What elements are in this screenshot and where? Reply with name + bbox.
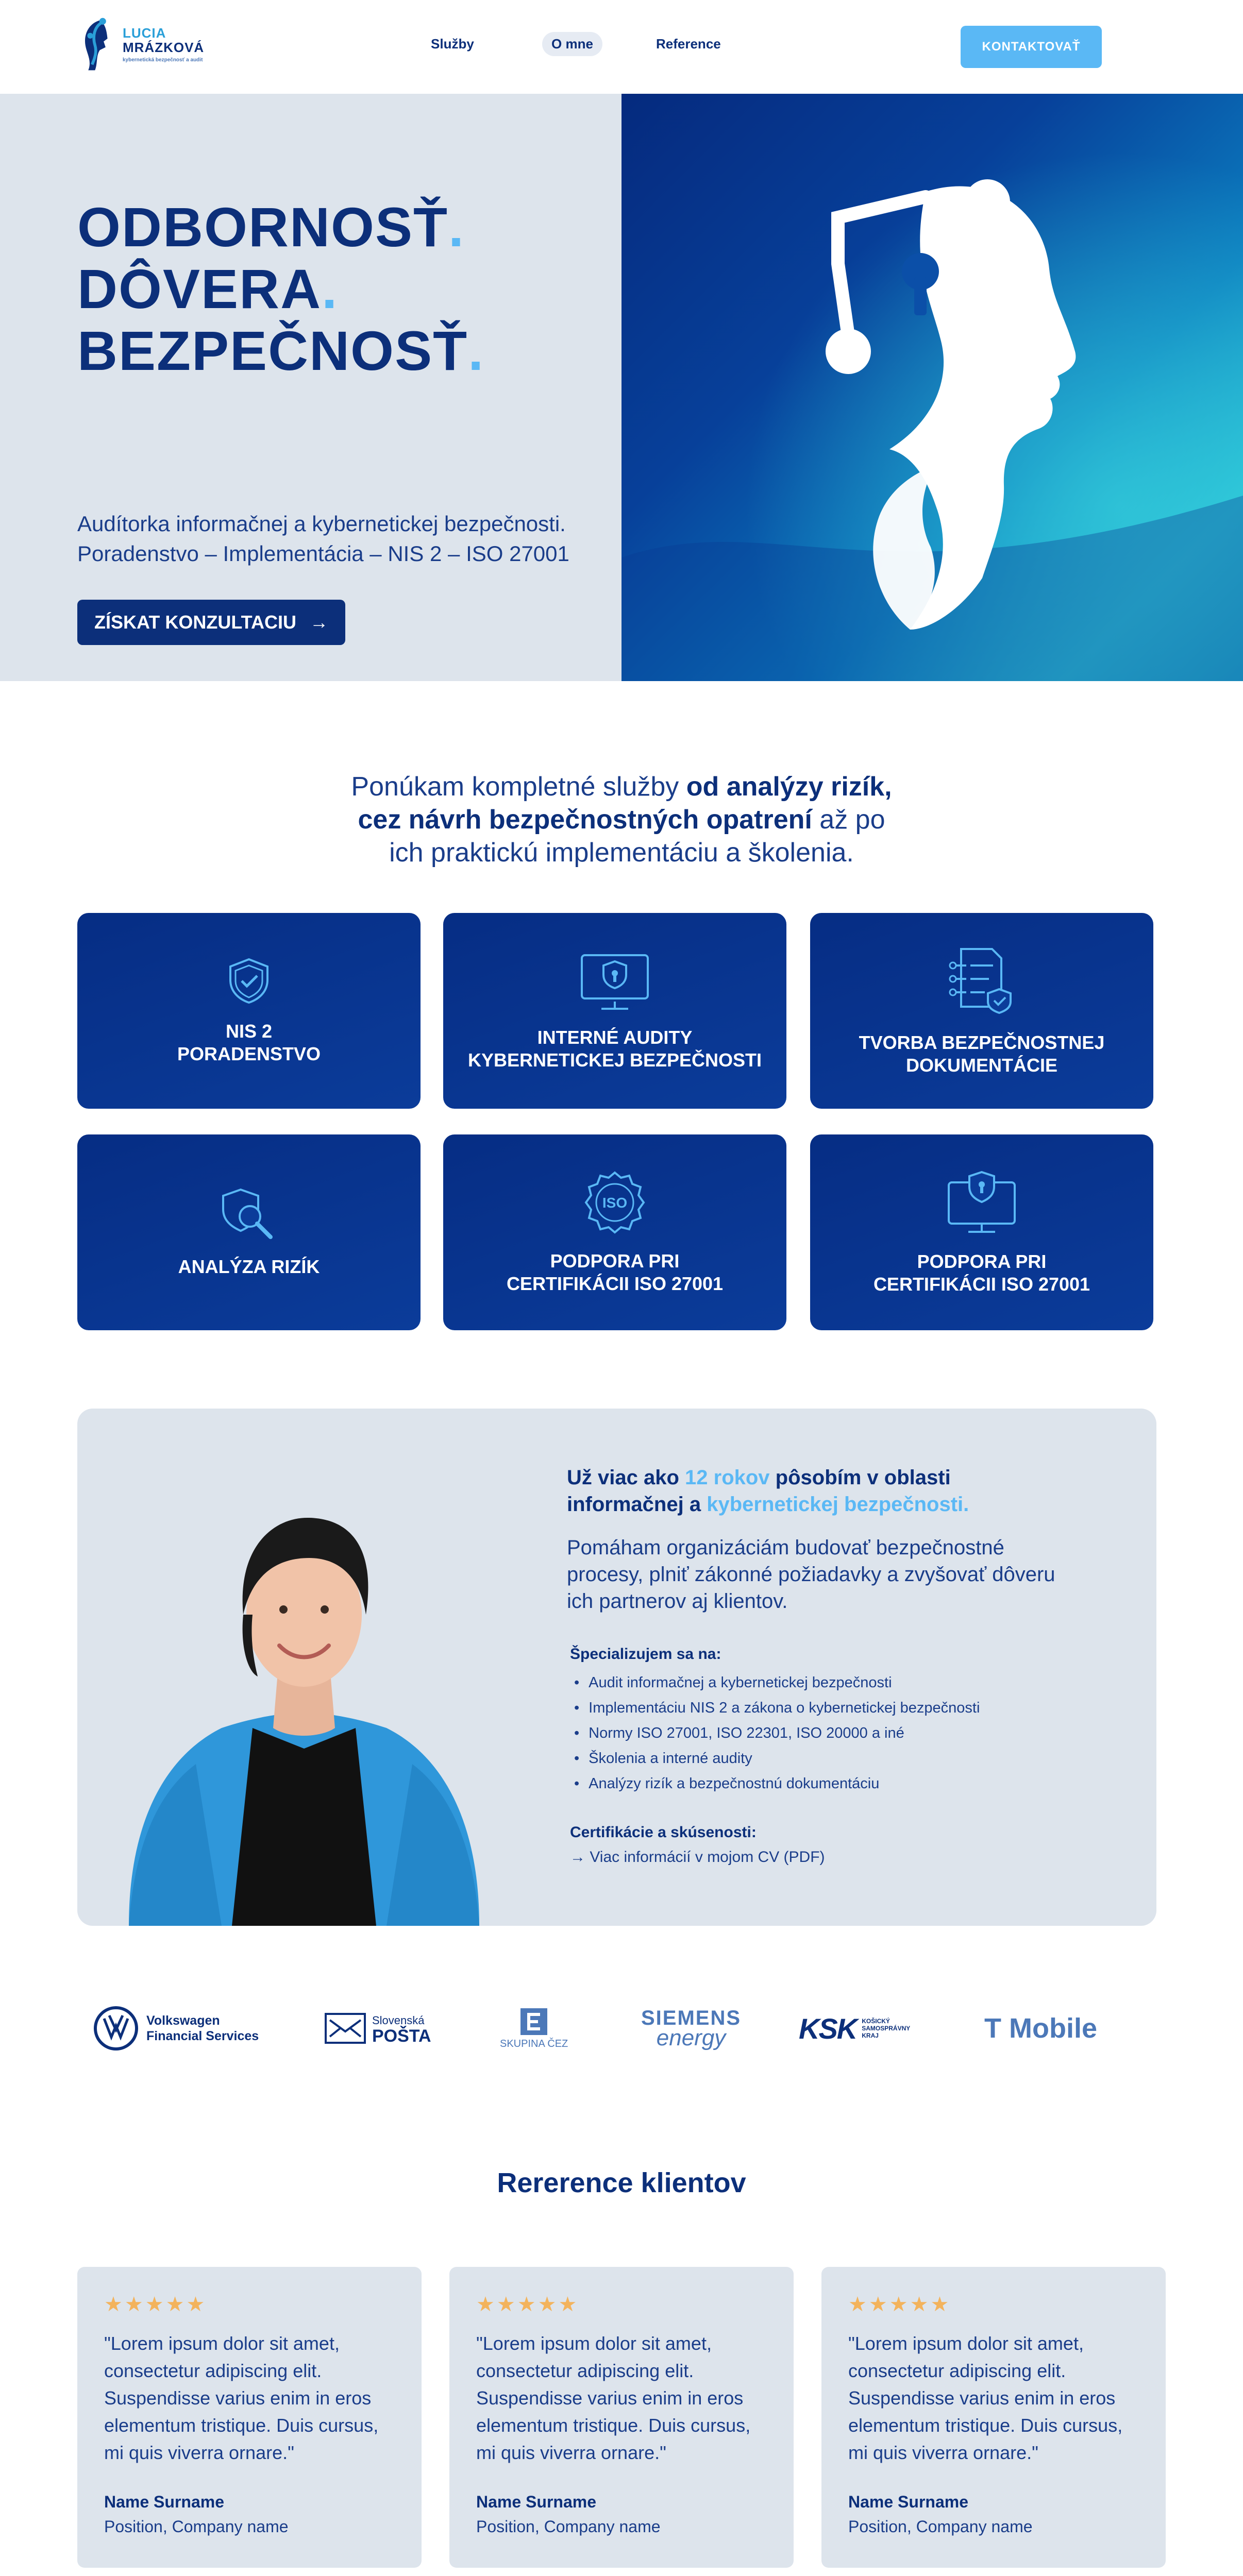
logo-line1: LUCIA (123, 25, 166, 41)
rating-stars-icon: ★★★★★ (104, 2293, 207, 2316)
service-title-line1: ANALÝZA RIZÍK (178, 1256, 320, 1277)
brand-tmobile: T Mobile (984, 2013, 1097, 2044)
iso-badge-icon (582, 1170, 648, 1235)
about-title-line2 (567, 1491, 969, 1518)
about-title-line1 (567, 1464, 969, 1491)
volkswagen-logo-icon (93, 2005, 139, 2052)
about-section (77, 1409, 1156, 1926)
service-title-line1: INTERNÉ AUDITY (537, 1027, 693, 1048)
hero-head-illustration (622, 94, 1243, 681)
certifications-heading: Certifikácie a skúsenosti: (570, 1824, 757, 1841)
intro-bold: cez návrh bezpečnostných opatrení (358, 805, 812, 835)
brand-sub: energy (656, 2025, 726, 2050)
brand-slovenska-posta (325, 2005, 431, 2052)
intro-line1 (0, 770, 1243, 803)
about-highlight: 12 rokov (685, 1466, 770, 1489)
monitor-lock-icon (946, 1169, 1018, 1236)
hero-line-3-text: BEZPEČNOSŤ (77, 319, 468, 382)
intro-line2 (0, 803, 1243, 836)
logo[interactable] (79, 16, 204, 73)
brand-name: Slovenská (372, 2014, 425, 2027)
hero-section (0, 94, 622, 681)
shield-check-icon (226, 956, 272, 1006)
brand-siemens-energy (641, 2005, 741, 2052)
hero-line-1 (77, 195, 465, 259)
nav-reference[interactable]: Reference (656, 36, 721, 52)
list-item: • Analýzy rizík a bezpečnostnú dokumentáciu (574, 1771, 980, 1797)
service-card-risk-analysis[interactable] (77, 1134, 421, 1330)
service-title-line2: PORADENSTVO (177, 1043, 321, 1064)
cv-link[interactable]: → Viac informácií v mojom CV (PDF) (570, 1849, 825, 1866)
arrow-right-icon: → (309, 612, 328, 633)
testimonial-name: Name Surname (476, 2493, 596, 2511)
brand-name: SKUPINA ČEZ (500, 2038, 568, 2049)
cez-logo-icon (518, 2007, 549, 2036)
brand-ksk (799, 2005, 918, 2052)
testimonial-card (449, 2267, 794, 2568)
service-title-line2: DOKUMENTÁCIE (906, 1055, 1057, 1076)
posta-logo-icon (325, 2013, 366, 2044)
about-title (567, 1464, 969, 1518)
testimonial-card (821, 2267, 1166, 2568)
service-title-line2: KYBERNETICKEJ BEZPEČNOSTI (467, 1049, 762, 1071)
hero-dot: . (448, 196, 465, 258)
hero-line-2-text: DÔVERA (77, 258, 322, 320)
about-description: Pomáham organizáciám budovať bezpečnostné procesy, plniť zákonné požiadavky a zvyšovať dôveru ich partnerov aj klientov. (567, 1536, 1055, 1613)
hero-line-2 (77, 257, 338, 321)
hero-image (622, 94, 1243, 681)
hero-subtitle (77, 509, 569, 569)
service-title-line2: CERTIFIKÁCII ISO 27001 (506, 1273, 724, 1294)
rating-stars-icon: ★★★★★ (848, 2293, 951, 2316)
list-item: • Normy ISO 27001, ISO 22301, ISO 20000 a iné (574, 1721, 980, 1746)
testimonial-position: Position, Company name (476, 2517, 661, 2536)
testimonial-quote: "Lorem ipsum dolor sit amet, consectetur adipiscing elit. Suspendisse varius enim in eros elementum tristique. Duis cursus, mi quis viverra ornare." (104, 2333, 379, 2463)
specialization-heading: Špecializujem sa na: (570, 1646, 721, 1663)
service-title-line2: CERTIFIKÁCII ISO 27001 (873, 1274, 1090, 1295)
brand-cez (500, 2005, 568, 2052)
brand-name: Volkswagen (146, 2013, 220, 2028)
hero-dot: . (322, 258, 339, 320)
monitor-lock-icon (579, 950, 651, 1012)
svg-text:ISO: ISO (602, 1195, 628, 1211)
about-title-text: pôsobím v oblasti (769, 1466, 951, 1489)
list-item: • Školenia a interné audity (574, 1746, 980, 1771)
references-title: Rererence klientov (497, 2167, 746, 2198)
testimonial-name: Name Surname (104, 2493, 224, 2511)
brand-name: KSK (799, 2012, 857, 2045)
list-item: • Audit informačnej a kybernetickej bezpečnosti (574, 1670, 980, 1696)
nav-sluzby[interactable]: Služby (431, 36, 474, 52)
portrait-photo (98, 1460, 510, 1926)
about-title-text: Už viac ako (567, 1466, 685, 1489)
brand-sub: KOŠICKÝ SAMOSPRÁVNY KRAJ (862, 2018, 911, 2039)
intro-text: až po (812, 805, 885, 835)
brand-sub: Financial Services (146, 2029, 259, 2043)
brand-volkswagen (93, 2005, 259, 2052)
service-card-internal-audits[interactable] (443, 913, 786, 1109)
rating-stars-icon: ★★★★★ (476, 2293, 579, 2316)
contact-button[interactable]: KONTAKTOVAŤ (961, 26, 1102, 68)
testimonial-quote: "Lorem ipsum dolor sit amet, consectetur adipiscing elit. Suspendisse varius enim in eros elementum tristique. Duis cursus, mi quis viverra ornare." (476, 2333, 751, 2463)
service-card-security-documentation[interactable] (810, 913, 1153, 1109)
list-item: • Implementáciu NIS 2 a zákona o kybernetickej bezpečnosti (574, 1696, 980, 1721)
testimonial-position: Position, Company name (104, 2517, 289, 2536)
document-check-icon (946, 945, 1018, 1017)
logo-head-icon (79, 16, 115, 73)
site-header (0, 0, 1243, 94)
consultation-button[interactable] (77, 600, 345, 645)
service-title-line1: PODPORA PRI (550, 1250, 680, 1272)
hero-line-3 (77, 318, 484, 383)
specialization-list (574, 1670, 980, 1797)
service-card-nis2[interactable] (77, 913, 421, 1109)
consultation-button-label: ZÍSKAT KONZULTACIU (94, 612, 296, 633)
about-title-text: informačnej a (567, 1493, 707, 1516)
intro-line3: ich praktickú implementáciu a školenia. (389, 838, 854, 868)
testimonial-card (77, 2267, 422, 2568)
brand-name: SIEMENS (641, 2007, 742, 2029)
hero-line-1-text: ODBORNOSŤ (77, 196, 448, 258)
logo-tagline: kybernetická bezpečnosť a audit (123, 57, 203, 63)
about-highlight: kybernetickej bezpečnosti. (707, 1493, 969, 1516)
service-card-iso-certification[interactable] (443, 1134, 786, 1330)
intro-bold: od analýzy rizík, (686, 772, 892, 802)
logo-line2: MRÁZKOVÁ (123, 39, 205, 55)
nav-o-mne[interactable]: O mne (542, 32, 602, 56)
search-risk-icon (220, 1187, 278, 1241)
hero-subtitle-line1: Audítorka informačnej a kybernetickej bezpečnosti. (77, 512, 566, 536)
hero-subtitle-line2: Poradenstvo – Implementácia – NIS 2 – ISO 27001 (77, 541, 569, 566)
service-title-line1: TVORBA BEZPEČNOSTNEJ (859, 1032, 1105, 1053)
testimonial-quote: "Lorem ipsum dolor sit amet, consectetur adipiscing elit. Suspendisse varius enim in eros elementum tristique. Duis cursus, mi quis viverra ornare." (848, 2333, 1123, 2463)
service-title-line1: NIS 2 (225, 1021, 273, 1042)
intro-text: Ponúkam kompletné služby (351, 772, 686, 802)
testimonial-name: Name Surname (848, 2493, 968, 2511)
brand-sub: POŠTA (372, 2026, 431, 2046)
testimonial-position: Position, Company name (848, 2517, 1033, 2536)
service-title-line1: PODPORA PRI (917, 1251, 1047, 1272)
service-card-iso-support[interactable] (810, 1134, 1153, 1330)
services-intro (0, 770, 1243, 869)
hero-dot: . (468, 319, 485, 382)
